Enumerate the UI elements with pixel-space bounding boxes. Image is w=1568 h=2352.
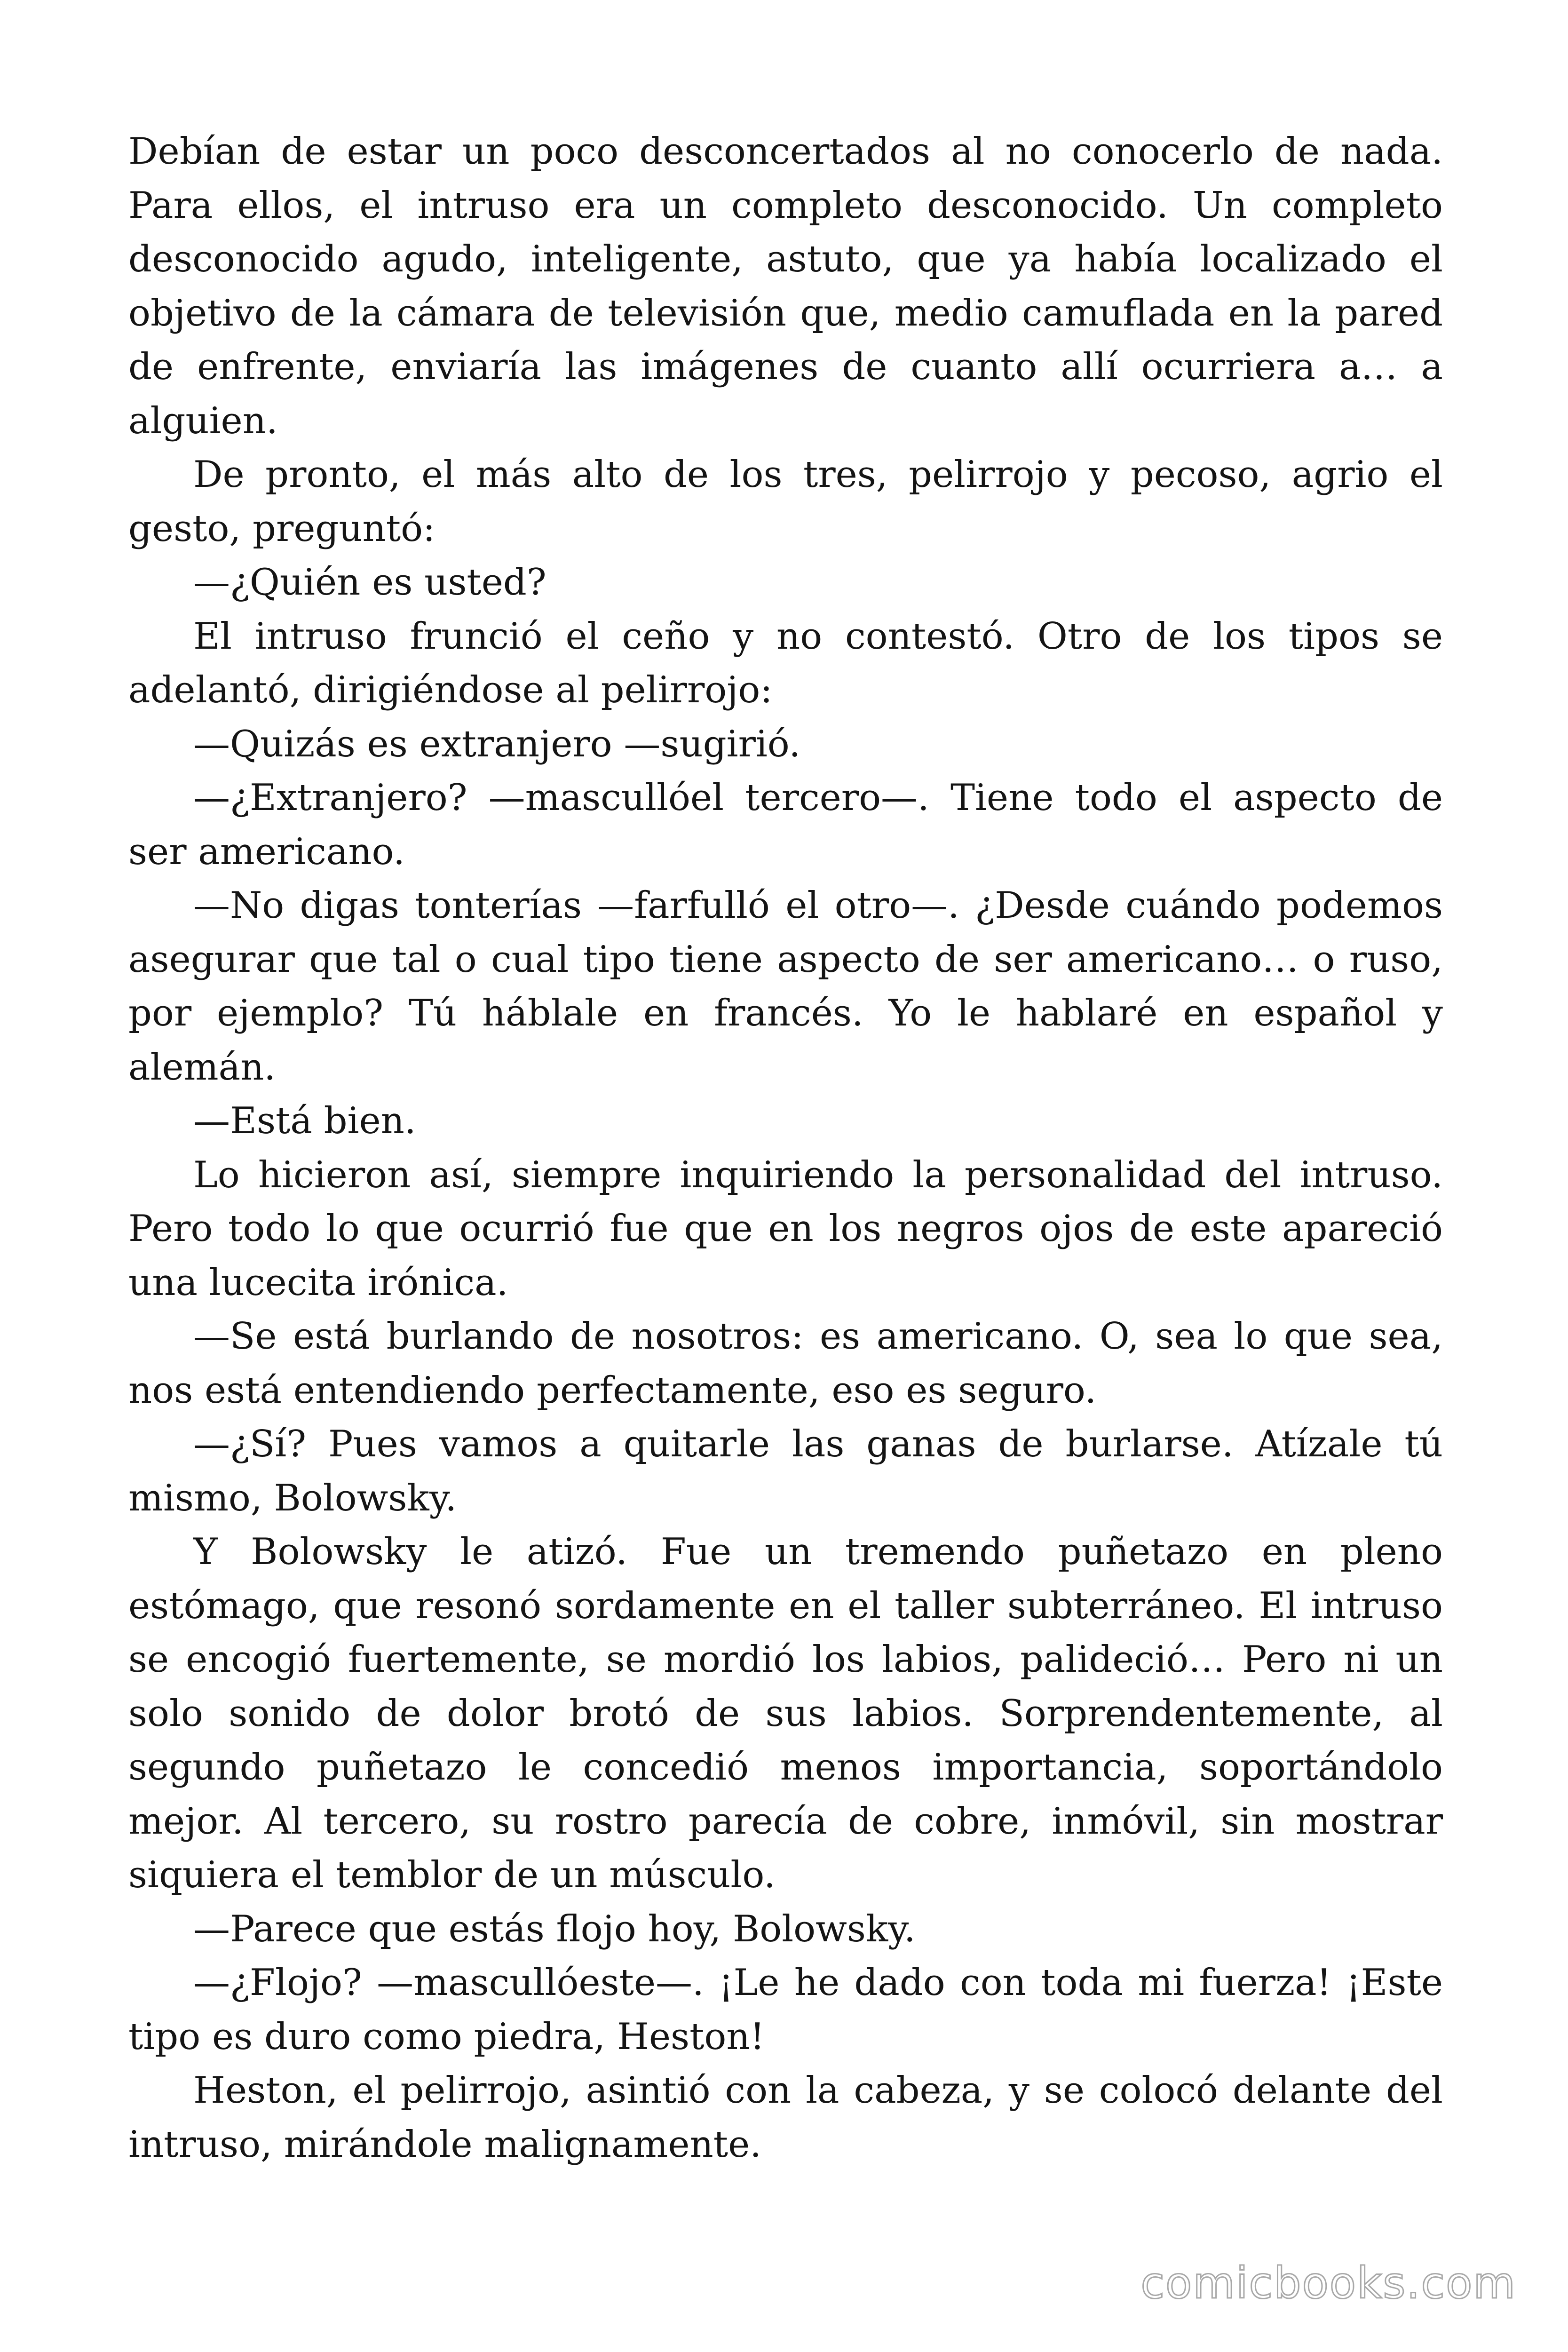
paragraph: Debían de estar un poco desconcertados al no conocerlo de nada. Para ellos, el intruso era un completo desconocido. Un completo desconocido agudo, inteligente, astuto, que ya había localizado el objetivo de la cámara de televisión que, medio camuflada en la pared de enfrente, enviaría las imágenes de cuanto allí ocurriera a… a alguien. bbox=[128, 130, 1443, 442]
paragraph: El intruso frunció el ceño y no contestó. Otro de los tipos se adelantó, dirigiéndose al pelirrojo: bbox=[128, 615, 1443, 711]
paragraph: —¿Sí? Pues vamos a quitarle las ganas de burlarse. Atízale tú mismo, Bolowsky. bbox=[128, 1423, 1443, 1519]
watermark: comicbooks.com bbox=[1140, 2258, 1516, 2308]
paragraph: —No digas tonterías —farfulló el otro—. ¿Desde cuándo podemos asegurar que tal o cual tipo tiene aspecto de ser americano… o ruso, por ejemplo? Tú háblale en francés. Yo le hablaré en español y alemán. bbox=[128, 884, 1443, 1089]
body-text bbox=[128, 125, 1443, 2171]
paragraph: Lo hicieron así, siempre inquiriendo la personalidad del intruso. Pero todo lo que ocurrió fue que en los negros ojos de este apareció una lucecita irónica. bbox=[128, 1153, 1443, 1304]
paragraph: —¿Extranjero? —mascullóel tercero—. Tiene todo el aspecto de ser americano. bbox=[128, 777, 1443, 873]
paragraph: —¿Flojo? —mascullóeste—. ¡Le he dado con toda mi fuerza! ¡Este tipo es duro como piedra, Heston! bbox=[128, 1962, 1443, 2058]
paragraph: De pronto, el más alto de los tres, pelirrojo y pecoso, agrio el gesto, preguntó: bbox=[128, 453, 1443, 550]
paragraph: Heston, el pelirrojo, asintió con la cabeza, y se colocó delante del intruso, mirándole malignamente. bbox=[128, 2069, 1443, 2166]
paragraph: —¿Quién es usted? bbox=[193, 561, 546, 604]
paragraph: —Está bien. bbox=[193, 1100, 416, 1142]
paragraph: —Quizás es extranjero —sugirió. bbox=[193, 723, 801, 765]
paragraph: Y Bolowsky le atizó. Fue un tremendo puñetazo en pleno estómago, que resonó sordamente en el taller subterráneo. El intruso se encogió fuertemente, se mordió los labios, palideció… Pero ni un solo sonido de dolor brotó de sus labios. Sorprendentemente, al segundo puñetazo le concedió menos importancia, soportándolo mejor. Al tercero, su rostro parecía de cobre, inmóvil, sin mostrar siquiera el temblor de un músculo. bbox=[128, 1531, 1443, 1896]
paragraph: —Parece que estás flojo hoy, Bolowsky. bbox=[193, 1907, 916, 1950]
paragraph: —Se está burlando de nosotros: es americano. O, sea lo que sea, nos está entendiendo perfectamente, eso es seguro. bbox=[128, 1315, 1443, 1412]
